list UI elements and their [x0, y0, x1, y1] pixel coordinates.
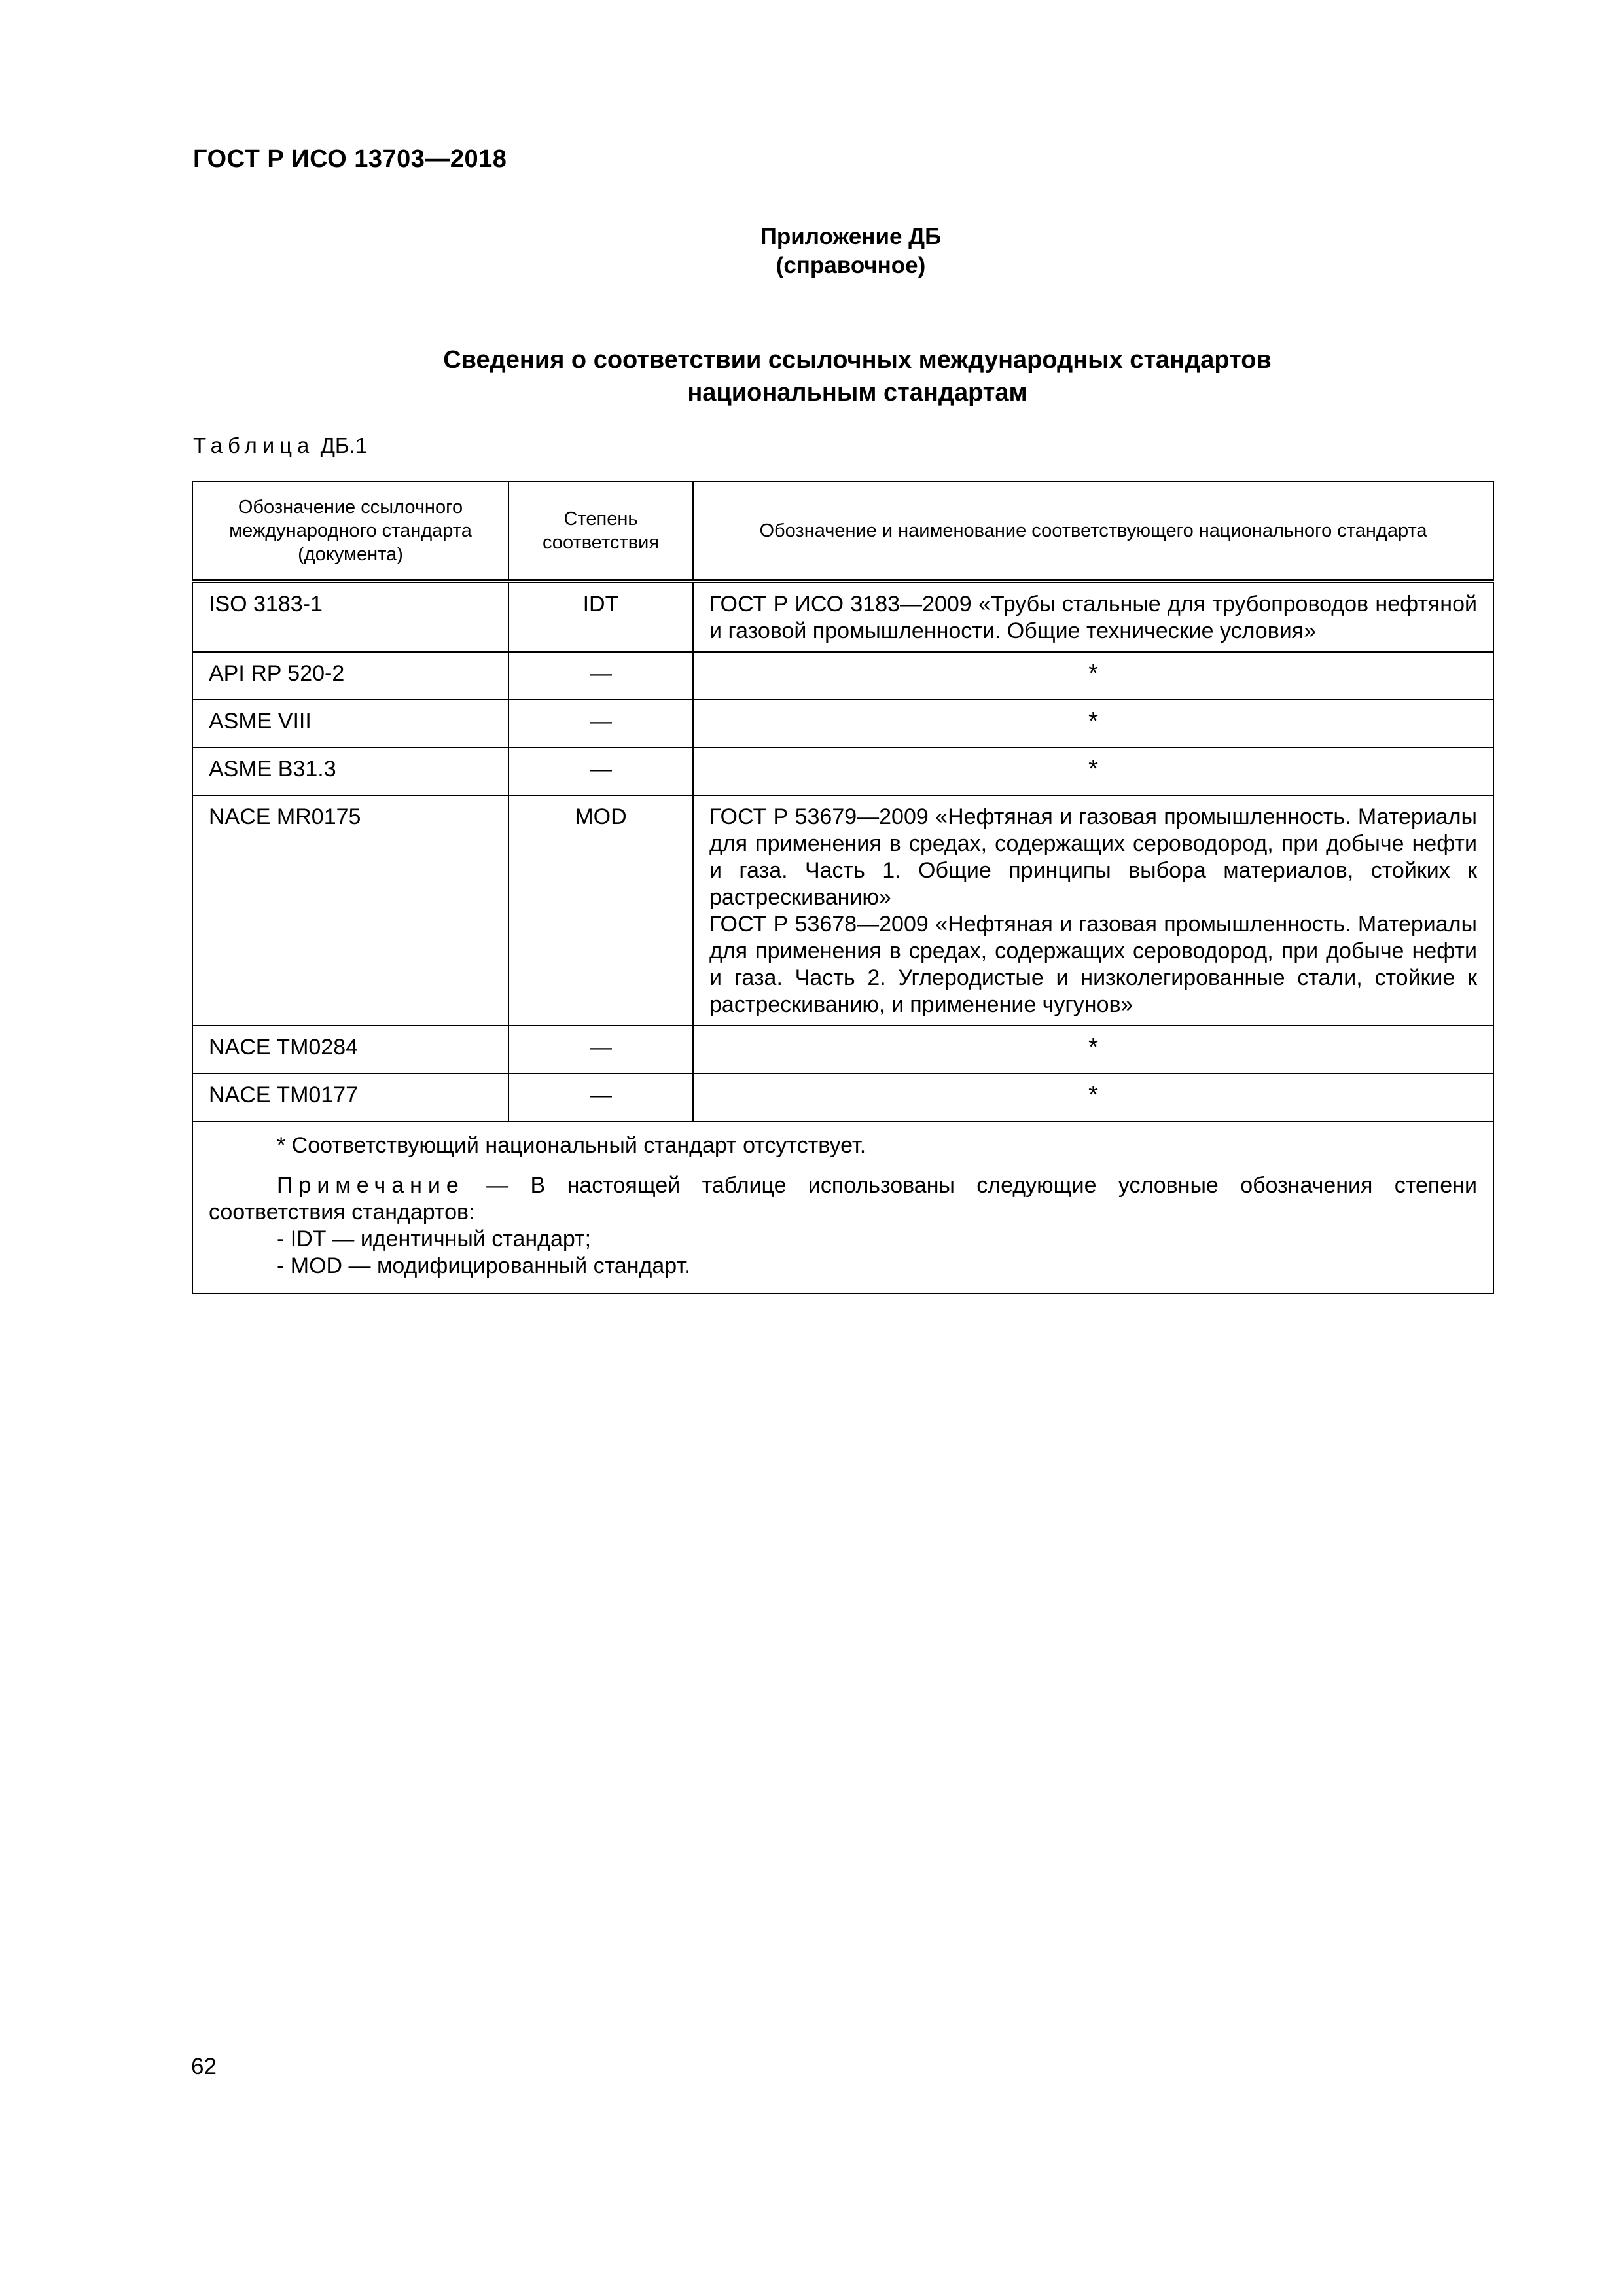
table-caption-number: ДБ.1	[320, 433, 368, 457]
header-reference-standard: Обозначение ссылочного международного стандарта (документа)	[192, 482, 508, 581]
cell-degree: —	[508, 1073, 693, 1121]
appendix-type: (справочное)	[776, 253, 926, 278]
document-code: ГОСТ Р ИСО 13703—2018	[193, 145, 507, 173]
cell-ref: ISO 3183-1	[192, 581, 508, 652]
table-row	[192, 1073, 1493, 1121]
appendix-title: Приложение ДБ	[760, 224, 942, 249]
table-caption-label: Таблица	[193, 433, 315, 457]
header-degree: Степень соответствия	[508, 482, 693, 581]
table-header-row	[192, 482, 1493, 581]
cell-national	[693, 795, 1493, 1026]
header-national-standard: Обозначение и наименование соответствующего национального стандарта	[693, 482, 1493, 581]
national-standard-part1: ГОСТ Р 53679—2009 «Нефтяная и газовая промышленность. Материалы для применения в средах, содержащих сероводород, при добыче нефти и газа. Часть 1. Общие принципы выбора материалов, стойких к растрескиванию»	[709, 804, 1477, 910]
cell-ref: ASME B31.3	[192, 747, 508, 795]
section-title	[262, 344, 1453, 409]
appendix-heading	[654, 223, 1047, 280]
cell-national: *	[693, 1073, 1493, 1121]
page-number: 62	[191, 2054, 217, 2079]
table-footnote: * Соответствующий национальный стандарт отсутствует.	[277, 1133, 866, 1158]
cell-degree: —	[508, 700, 693, 747]
cell-national: *	[693, 652, 1493, 700]
cell-ref: NACE TM0177	[192, 1073, 508, 1121]
cell-degree: MOD	[508, 795, 693, 1026]
note-text: — В настоящей таблице использованы следующие условные обозначения степени соответствия стандартов:	[209, 1173, 1477, 1225]
cell-degree: —	[508, 1026, 693, 1073]
cell-ref: NACE TM0284	[192, 1026, 508, 1073]
table-row	[192, 1026, 1493, 1073]
cell-national: *	[693, 1026, 1493, 1073]
section-title-line2: национальным стандартам	[687, 379, 1027, 406]
cell-degree: —	[508, 652, 693, 700]
cell-ref: API RP 520-2	[192, 652, 508, 700]
cell-national: *	[693, 747, 1493, 795]
standards-correspondence-table	[192, 481, 1494, 1294]
table-footer-row	[192, 1121, 1493, 1293]
cell-degree: IDT	[508, 581, 693, 652]
table-note	[209, 1172, 1477, 1226]
cell-ref: ASME VIII	[192, 700, 508, 747]
table-row	[192, 652, 1493, 700]
note-label: Примечание	[277, 1173, 465, 1198]
cell-degree: —	[508, 747, 693, 795]
cell-national: *	[693, 700, 1493, 747]
table-caption	[193, 433, 367, 458]
national-standard-part2: ГОСТ Р 53678—2009 «Нефтяная и газовая промышленность. Материалы для применения в средах, содержащих сероводород, при добыче нефти и газа. Часть 2. Углеродистые и низколегированные стали, стойкие к растрескиванию, и применение чугунов»	[709, 912, 1477, 1017]
table-footer	[192, 1121, 1493, 1293]
cell-ref: NACE MR0175	[192, 795, 508, 1026]
note-item: - MOD — модифицированный стандарт.	[277, 1253, 690, 1278]
table-row	[192, 747, 1493, 795]
cell-national: ГОСТ Р ИСО 3183—2009 «Трубы стальные для трубопроводов нефтяной и газовой промышленности. Общие технические условия»	[693, 581, 1493, 652]
table-row	[192, 700, 1493, 747]
section-title-line1: Сведения о соответствии ссылочных международных стандартов	[443, 346, 1272, 374]
note-item: - IDT — идентичный стандарт;	[277, 1227, 592, 1251]
table-row	[192, 581, 1493, 652]
table-row	[192, 795, 1493, 1026]
